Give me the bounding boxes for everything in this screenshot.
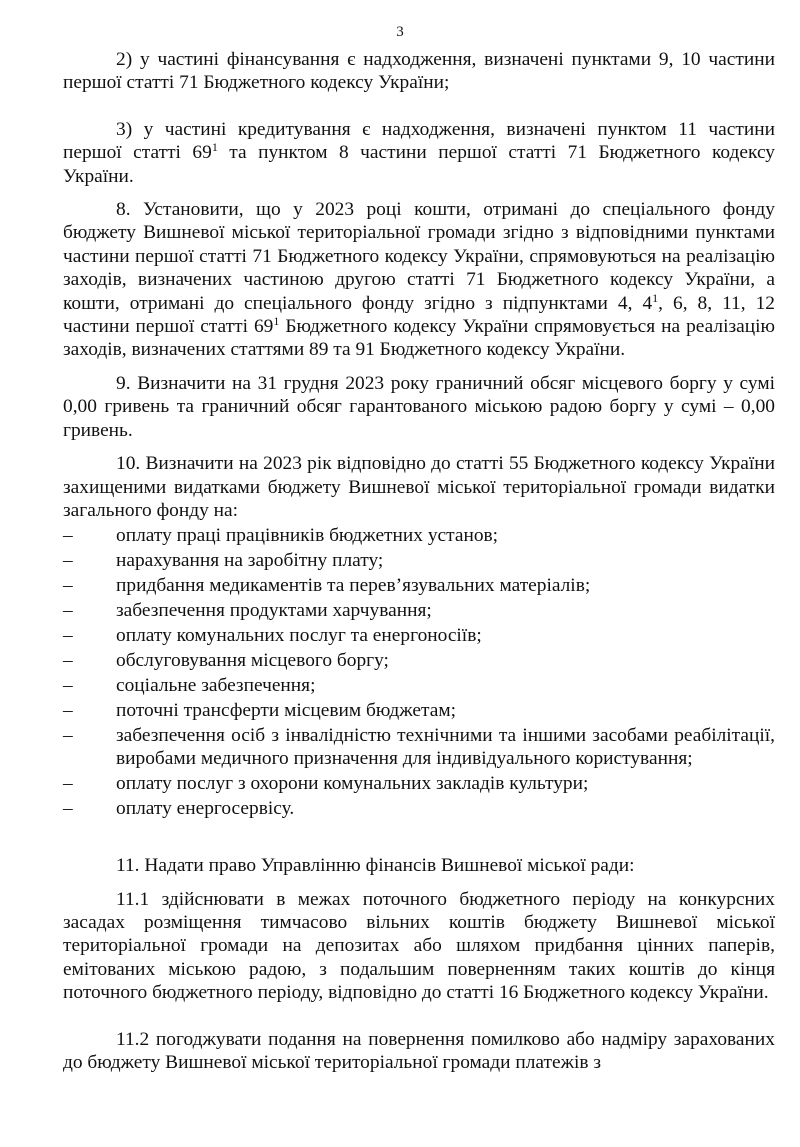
list-item — [63, 574, 775, 597]
dash-marker: – — [63, 624, 73, 646]
superscript-one: 1 — [273, 314, 280, 329]
list-item — [63, 524, 775, 547]
superscript-one: 1 — [211, 140, 218, 155]
clause-8-text-b: , 6, 8, 11, 12 частини першої статті 69 — [63, 292, 775, 338]
document-body — [63, 48, 775, 1074]
list-item-text: забезпечення продуктами харчування; — [116, 600, 432, 622]
list-item — [63, 674, 775, 697]
clause-7-2: 2) у частині фінансування є надходження, визначені пунктами 9, 10 частини першої статті 71 Бюджетного кодексу України; — [63, 49, 775, 94]
clause-7-3-text-b: та пунктом 8 частини першої статті 71 Бюджетного кодексу України. — [63, 142, 775, 187]
clause-7-3 — [63, 118, 775, 188]
protected-expenditures-list — [63, 524, 775, 820]
page-number: 3 — [396, 24, 404, 40]
list-item-text: забезпечення осіб з інвалідністю технічними та іншими засобами реабілітації, виробами медичного призначення для індивідуального користування; — [116, 724, 775, 769]
list-item-text: обслуговування місцевого боргу; — [116, 649, 389, 671]
list-item-text: оплату енергосервісу. — [116, 797, 295, 819]
list-item-text: оплату послуг з охорони комунальних закладів культури; — [116, 772, 589, 794]
dash-marker: – — [63, 575, 73, 597]
clause-11: 11. Надати право Управлінню фінансів Вишневої міської ради: — [116, 855, 635, 877]
clause-7-3-text-a: 3) у частині кредитування є надходження, визначені пунктом 11 частини першої статті 69 — [63, 118, 775, 164]
clause-10: 10. Визначити на 2023 рік відповідно до статті 55 Бюджетного кодексу України захищеними видатками бюджету Вишневої міської територіальної громади видатки загального фонду на: — [63, 453, 775, 521]
clause-8-text-a: 8. Установити, що у 2023 році кошти, отримані до спеціального фонду бюджету Вишневої міської територіальної громади згідно з відповідними пунктами частини першої статті 71 Бюджетного кодексу України, спрямовуються на реалізацію заходів, визначених частиною другою статті 71 Бюджетного кодексу України, а кошти, отримані до спеціального фонду згідно з підпунктами 4, 4 — [63, 199, 775, 314]
list-item — [63, 797, 775, 820]
clause-9: 9. Визначити на 31 грудня 2023 року граничний обсяг місцевого боргу у сумі 0,00 гривень та граничний обсяг гарантованого міською радою боргу у сумі – 0,00 гривень. — [63, 372, 775, 441]
superscript-one: 1 — [652, 290, 659, 305]
list-item — [63, 724, 775, 771]
list-item — [63, 772, 775, 795]
dash-marker: – — [63, 649, 73, 671]
dash-marker: – — [63, 724, 73, 746]
list-item — [63, 549, 775, 572]
clause-8 — [63, 198, 775, 362]
clause-11-1: 11.1 здійснювати в межах поточного бюджетного періоду на конкурсних засадах розміщення тимчасово вільних коштів бюджету Вишневої міської територіальної громади на депозитах або шляхом придбання цінних паперів, емітованих міською радою, з подальшим поверненням таких коштів до кінця поточного бюджетного періоду, відповідно до статті 16 Бюджетного кодексу України. — [63, 888, 775, 1004]
list-item-text: придбання медикаментів та перев’язувальних матеріалів; — [116, 575, 591, 597]
list-item — [63, 649, 775, 672]
list-item-text: оплату праці працівників бюджетних установ; — [116, 525, 499, 547]
list-item — [63, 624, 775, 647]
list-item-text: оплату комунальних послуг та енергоносіїв; — [116, 624, 482, 646]
clause-8-text-c: Бюджетного кодексу України спрямовується на реалізацію заходів, визначених статтями 89 та 91 Бюджетного кодексу України. — [63, 316, 775, 361]
dash-marker: – — [63, 797, 73, 819]
list-item-text: поточні трансферти місцевим бюджетам; — [116, 699, 456, 721]
list-item — [63, 599, 775, 622]
list-item-text: соціальне забезпечення; — [116, 674, 316, 696]
dash-marker: – — [63, 550, 73, 572]
dash-marker: – — [63, 674, 73, 696]
list-item — [63, 699, 775, 722]
list-item-text: нарахування на заробітну плату; — [116, 550, 384, 572]
dash-marker: – — [63, 772, 73, 794]
dash-marker: – — [63, 525, 73, 547]
clause-11-2: 11.2 погоджувати подання на повернення помилково або надміру зарахованих до бюджету Вишневої міської територіальної громади платежів з — [63, 1028, 775, 1074]
dash-marker: – — [63, 600, 73, 622]
dash-marker: – — [63, 699, 73, 721]
